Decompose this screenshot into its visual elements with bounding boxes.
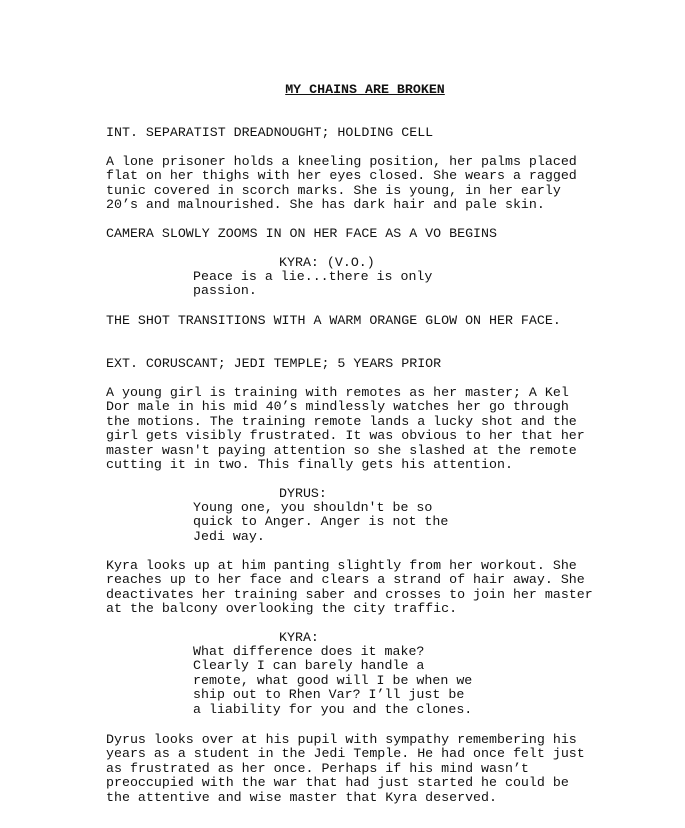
action-shot-transition: THE SHOT TRANSITIONS WITH A WARM ORANGE GLOW ON HER FACE. (106, 313, 561, 328)
action-dyrus-sympathy: Dyrus looks over at his pupil with sympathy remembering his years as a student in the Jedi Temple. He had once felt just as frustrated as her once. Perhaps if his mind wasn’t preoccupied with the war that had just started he could be the attentive and wise master that Kyra deserved. (106, 732, 585, 805)
scene-heading-jedi-temple: EXT. CORUSCANT; JEDI TEMPLE; 5 YEARS PRIOR (106, 356, 442, 371)
action-training-remotes: A young girl is training with remotes as her master; A Kel Dor male in his mid 40’s mindlessly watches her go through the motions. The training remote lands a lucky shot and the girl gets visibly frustrated. It was obvious to her that her master wasn't paying attention so she slashed at the remote cutting it in two. This finally gets his attention. (106, 385, 585, 473)
character-dyrus: DYRUS: (279, 486, 327, 501)
dialogue-kyra-liability: What difference does it make? Clearly I can barely handle a remote, what good will I be when we ship out to Rhen Var? I’ll just be a liability for you and the clones. (193, 644, 473, 717)
dialogue-dyrus-anger: Young one, you shouldn't be so quick to Anger. Anger is not the Jedi way. (193, 500, 449, 544)
action-kyra-balcony: Kyra looks up at him panting slightly from her workout. She reaches up to her face and clears a strand of hair away. She deactivates her training saber and crosses to join her master at the balcony overlooking the city traffic. (106, 558, 593, 617)
screenplay-title: MY CHAINS ARE BROKEN (285, 82, 445, 97)
character-kyra-vo: KYRA: (V.O.) (279, 255, 375, 270)
dialogue-kyra-peace: Peace is a lie...there is only passion. (193, 269, 433, 299)
action-camera-zoom: CAMERA SLOWLY ZOOMS IN ON HER FACE AS A VO BEGINS (106, 226, 497, 241)
action-prisoner-description: A lone prisoner holds a kneeling position, her palms placed flat on her thighs with her eyes closed. She wears a ragged tunic covered in scorch marks. She is young, in her early 20’s and malnourished. She has dark hair and pale skin. (106, 154, 577, 213)
character-kyra: KYRA: (279, 630, 319, 645)
scene-heading-holding-cell: INT. SEPARATIST DREADNOUGHT; HOLDING CELL (106, 125, 434, 140)
